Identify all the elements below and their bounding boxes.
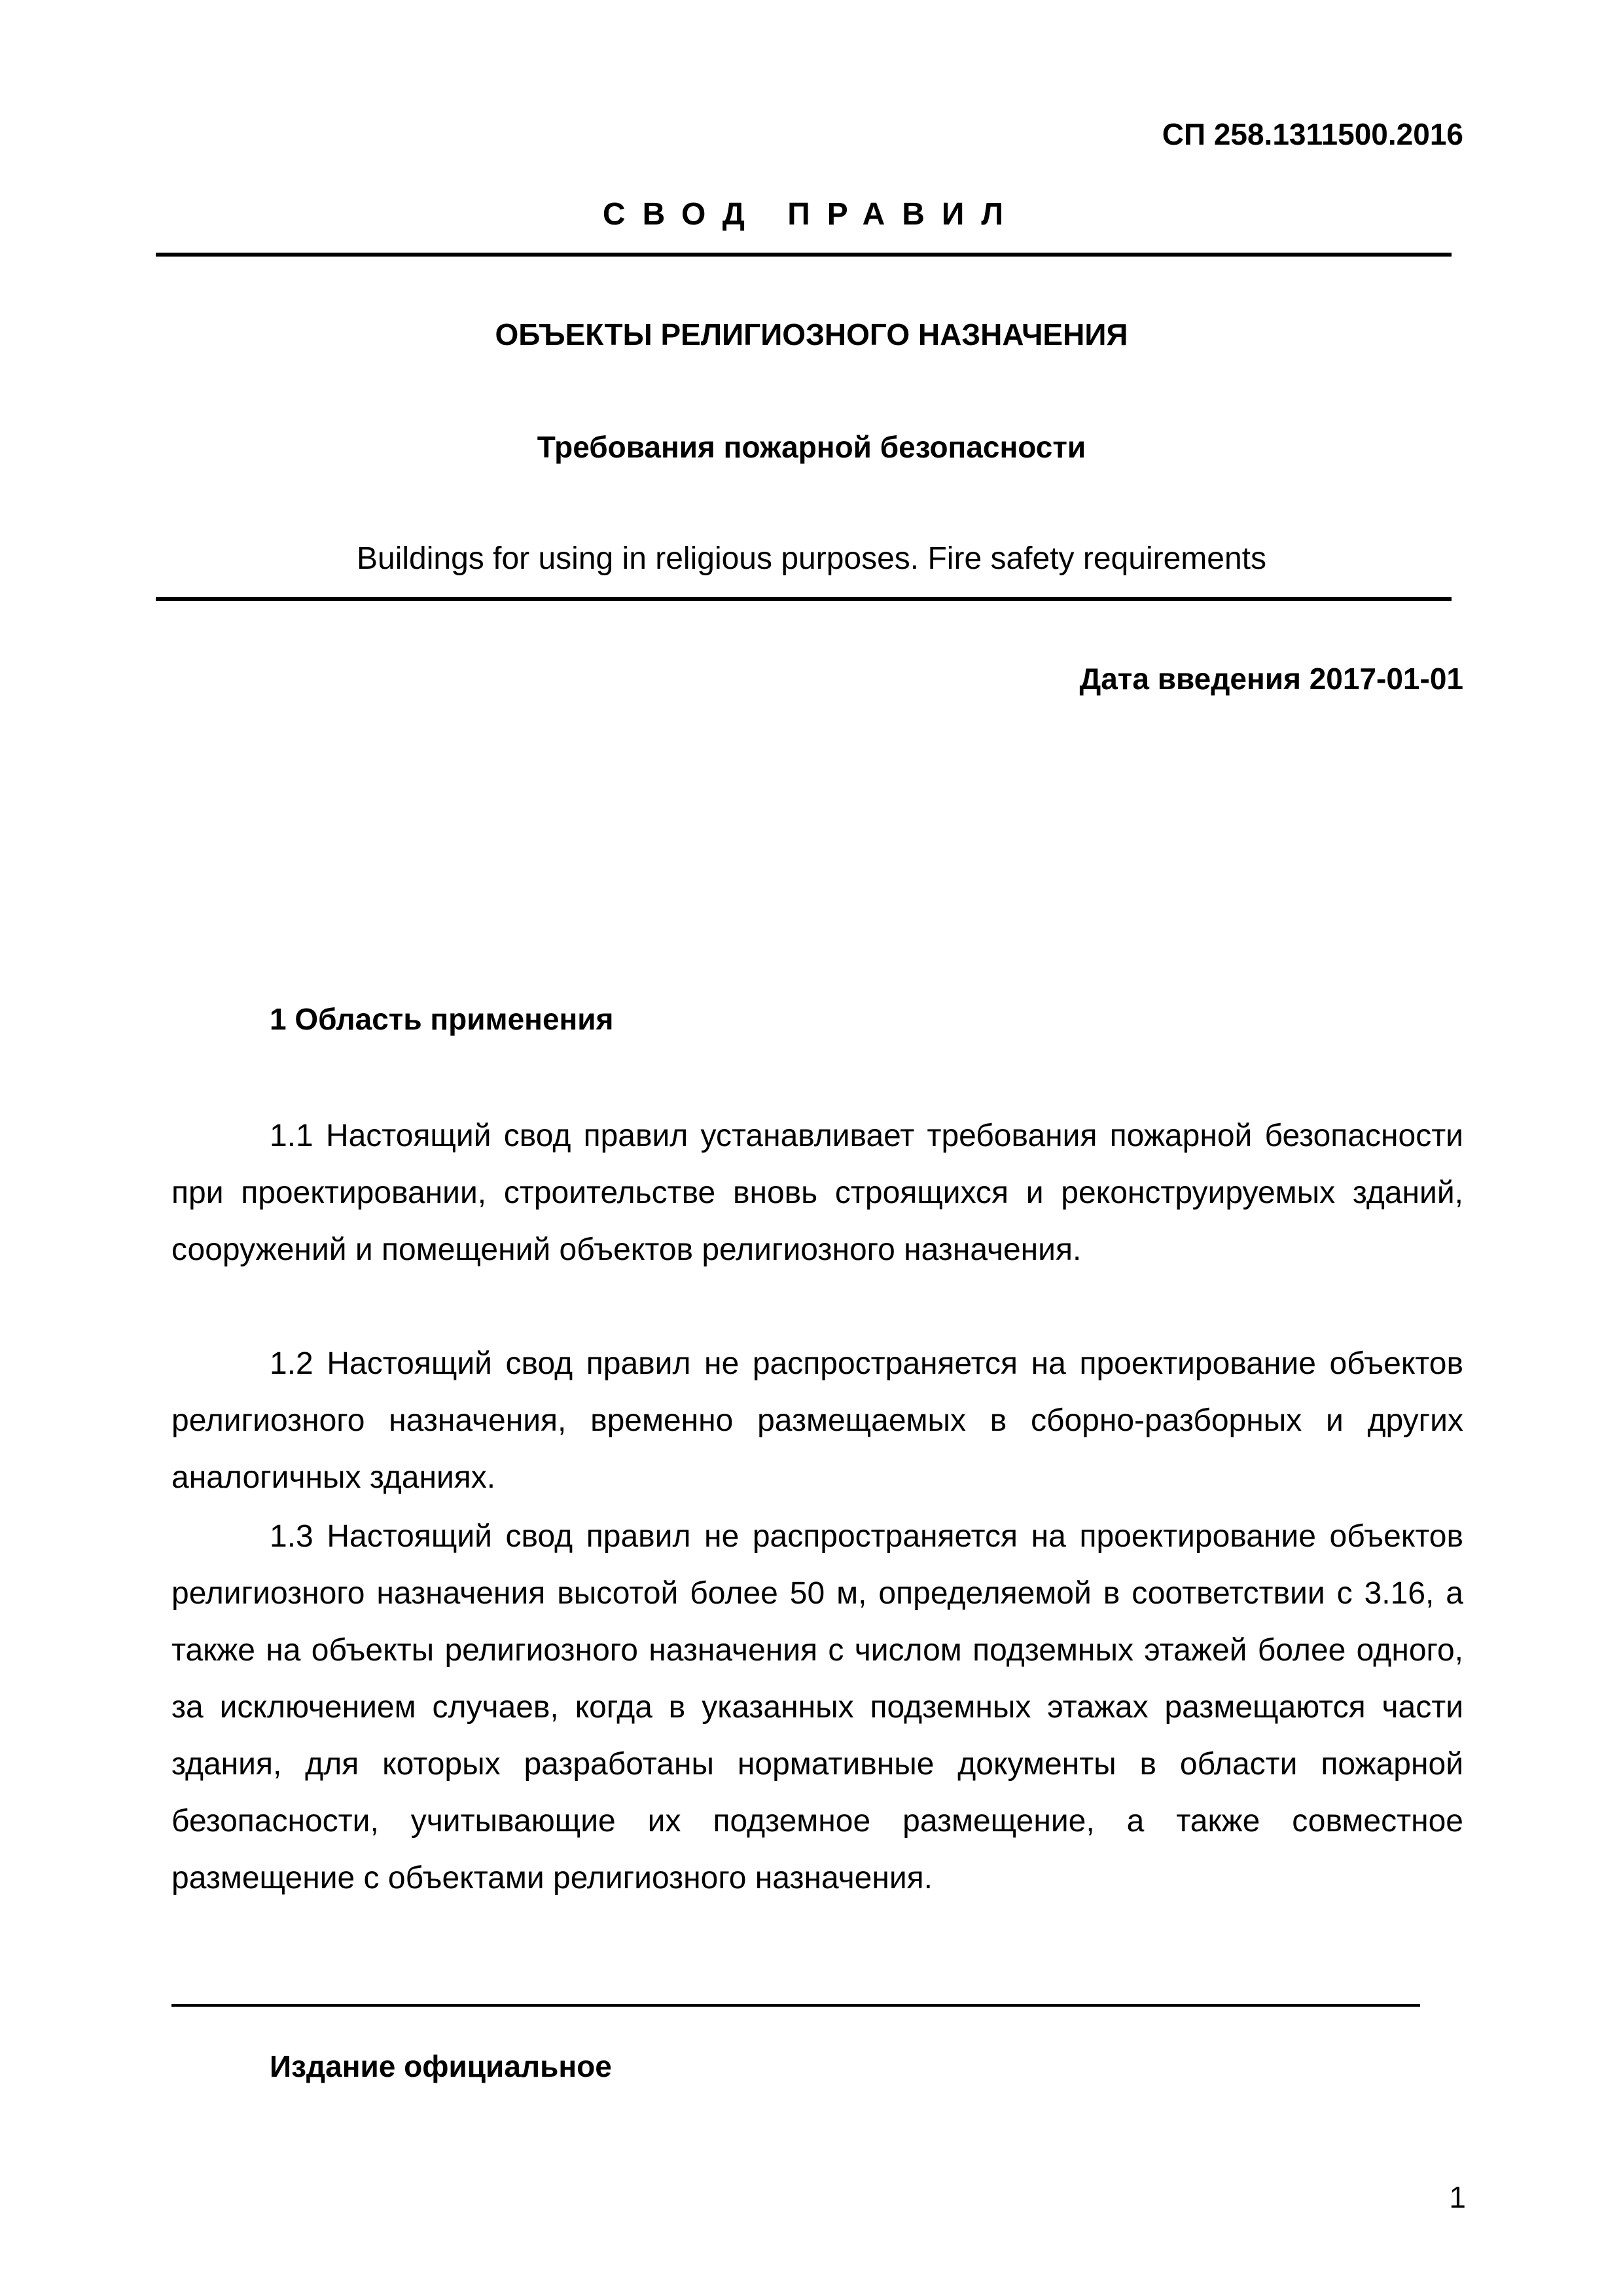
effective-date: Дата введения 2017-01-01 xyxy=(1079,662,1463,696)
page-number: 1 xyxy=(1449,2180,1466,2214)
title-divider xyxy=(156,597,1452,601)
paragraph-1-3: 1.3 Настоящий свод правил не распространяется на проектирование объектов религиозного назначения высотой более 50 м, определяемой в соответствии с 3.16, а также на объекты религиозного назначения с числом подземных этажей более одного, за исключением случаев, когда в указанных подземных этажах размещаются части здания, для которых разработаны нормативные документы в области пожарной безопасности, учитывающие их подземное размещение, а также совместное размещение с объектами религиозного назначения. xyxy=(171,1519,1463,1895)
english-title: Buildings for using in religious purposes. Fire safety requirements xyxy=(356,541,1266,576)
top-divider xyxy=(156,253,1452,257)
edition-note: Издание официальное xyxy=(270,2049,612,2083)
paragraph-1-1: 1.1 Настоящий свод правил устанавливает требования пожарной безопасности при проектировании, строительстве вновь строящихся и реконструируемых зданий, сооружений и помещений объектов религиозного назначения. xyxy=(171,1119,1463,1267)
document-title: ОБЪЕКТЫ РЕЛИГИОЗНОГО НАЗНАЧЕНИЯ xyxy=(495,317,1128,351)
section-heading: 1 Область применения xyxy=(270,1002,614,1036)
document-code: СП 258.1311500.2016 xyxy=(1162,117,1463,151)
document-kind: СВОД ПРАВИЛ xyxy=(602,197,1021,232)
document-subtitle: Требования пожарной безопасности xyxy=(537,430,1086,464)
footnote-divider xyxy=(171,2004,1420,2007)
paragraph-1-2: 1.2 Настоящий свод правил не распространяется на проектирование объектов религиозного назначения, временно размещаемых в сборно-разборных и других аналогичных зданиях. xyxy=(171,1346,1463,1495)
